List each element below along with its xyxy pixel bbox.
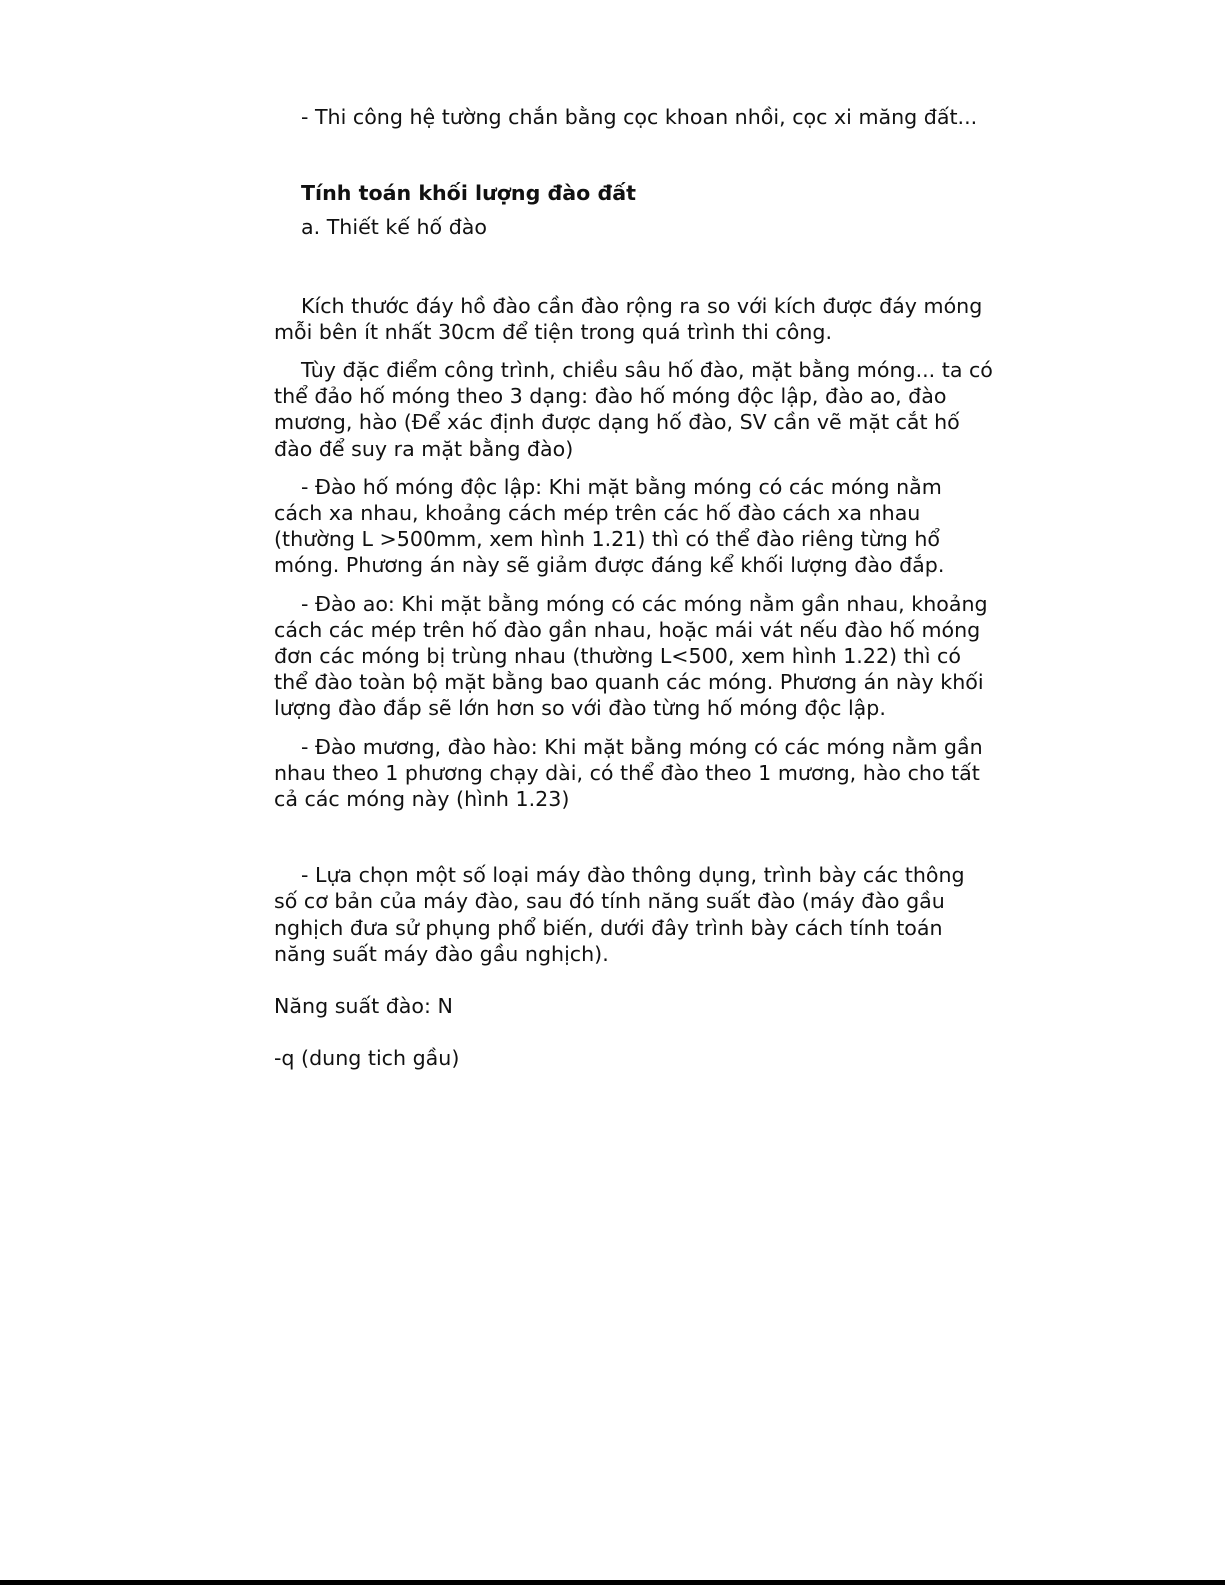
- document-page: [274, 104, 994, 1071]
- spacer: [274, 241, 994, 293]
- paragraph-pit-size: Kích thước đáy hồ đào cần đào rộng ra so với kích được đáy móng mỗi bên ít nhất 30cm để tiện trong quá trình thi công.: [274, 293, 983, 344]
- paragraph-retaining-wall: - Thi công hệ tường chắn bằng cọc khoan nhồi, cọc xi măng đất...: [301, 105, 978, 129]
- spacer: [274, 130, 994, 180]
- line-bucket-capacity: -q (dung tich gầu): [274, 1046, 460, 1071]
- paragraph-pit-types: Tùy đặc điểm công trình, chiều sâu hố đào, mặt bằng móng... ta có thể đảo hố móng theo 3 dạng: đào hố móng độc lập, đào ao, đào mương, hào (Để xác định được dạng hố đào, SV cần vẽ mặt cắt hố đào để suy ra mặt bằng đào): [274, 358, 993, 461]
- paragraph-pond-excavation: - Đào ao: Khi mặt bằng móng có các móng nằm gần nhau, khoảng cách các mép trên hố đào gần nhau, hoặc mái vát nếu đào hố móng đơn các móng bị trùng nhau (thường L<500, xem hình 1.22) thì có thể đào toàn bộ mặt bằng bao quanh các móng. Phương án này khối lượng đào đắp sẽ lớn hơn so với đào từng hố móng độc lập.: [274, 591, 988, 721]
- spacer: [274, 812, 994, 862]
- section-heading: Tính toán khối lượng đào đất: [301, 181, 636, 206]
- subsection-heading: a. Thiết kế hố đào: [301, 215, 487, 240]
- bottom-border: [0, 1580, 1225, 1585]
- line-productivity: Năng suất đào: N: [274, 994, 453, 1019]
- paragraph-independent-pit: - Đào hố móng độc lập: Khi mặt bằng móng có các móng nằm cách xa nhau, khoảng cách mép trên các hố đào cách xa nhau (thường L >500mm, xem hình 1.21) thì có thể đào riêng từng hổ móng. Phương án này sẽ giảm được đáng kể khối lượng đào đắp.: [274, 474, 945, 578]
- paragraph-trench-excavation: - Đào mương, đào hào: Khi mặt bằng móng có các móng nằm gần nhau theo 1 phương chạy dài, có thể đào theo 1 mương, hào cho tất cả các móng này (hình 1.23): [274, 734, 983, 812]
- paragraph-excavator-selection: - Lựa chọn một số loại máy đào thông dụng, trình bày các thông số cơ bản của máy đào, sau đó tính năng suất đào (máy đào gầu nghịch đưa sử phụng phổ biến, dưới đây trình bày cách tính toán năng suất máy đào gầu nghịch).: [274, 863, 965, 966]
